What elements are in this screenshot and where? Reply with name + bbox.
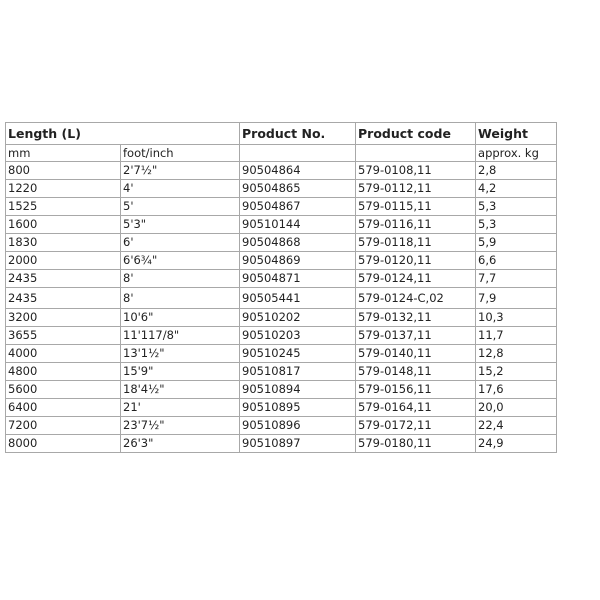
- table-row: [6, 399, 557, 417]
- cell-weight: 7,9: [476, 288, 557, 309]
- cell-product-code: 579-0112,11: [356, 180, 476, 198]
- cell-length-feet: 8': [121, 288, 240, 309]
- unit-weight: approx. kg: [476, 145, 557, 162]
- cell-product-code: 579-0116,11: [356, 216, 476, 234]
- cell-length-feet: 21': [121, 399, 240, 417]
- table-row: [6, 270, 557, 288]
- cell-length-feet: 6': [121, 234, 240, 252]
- cell-length-mm: 3655: [6, 327, 121, 345]
- cell-product-code: 579-0120,11: [356, 252, 476, 270]
- cell-length-feet: 5'3": [121, 216, 240, 234]
- cell-weight: 11,7: [476, 327, 557, 345]
- unit-mm: mm: [6, 145, 121, 162]
- cell-weight: 5,3: [476, 198, 557, 216]
- cell-weight: 15,2: [476, 363, 557, 381]
- cell-product-code: 579-0137,11: [356, 327, 476, 345]
- cell-product-no: 90504869: [240, 252, 356, 270]
- header-row: [6, 123, 557, 145]
- cell-length-mm: 7200: [6, 417, 121, 435]
- cell-product-code: 579-0115,11: [356, 198, 476, 216]
- cell-weight: 7,7: [476, 270, 557, 288]
- cell-length-feet: 8': [121, 270, 240, 288]
- cell-product-code: 579-0124-C,02: [356, 288, 476, 309]
- cell-length-mm: 1525: [6, 198, 121, 216]
- cell-length-mm: 6400: [6, 399, 121, 417]
- cell-length-mm: 8000: [6, 435, 121, 453]
- cell-product-no: 90510203: [240, 327, 356, 345]
- cell-product-no: 90510894: [240, 381, 356, 399]
- cell-product-no: 90504864: [240, 162, 356, 180]
- header-length: Length (L): [6, 123, 240, 145]
- cell-product-no: 90504865: [240, 180, 356, 198]
- cell-product-code: 579-0124,11: [356, 270, 476, 288]
- cell-length-mm: 800: [6, 162, 121, 180]
- cell-weight: 6,6: [476, 252, 557, 270]
- cell-length-mm: 1600: [6, 216, 121, 234]
- cell-product-no: 90510817: [240, 363, 356, 381]
- table-row: [6, 309, 557, 327]
- cell-product-no: 90510202: [240, 309, 356, 327]
- cell-length-mm: 2435: [6, 270, 121, 288]
- unit-empty: [240, 145, 356, 162]
- unit-empty: [356, 145, 476, 162]
- cell-weight: 5,9: [476, 234, 557, 252]
- cell-product-code: 579-0118,11: [356, 234, 476, 252]
- table-row: [6, 216, 557, 234]
- cell-weight: 22,4: [476, 417, 557, 435]
- cell-product-code: 579-0180,11: [356, 435, 476, 453]
- cell-length-mm: 2000: [6, 252, 121, 270]
- cell-length-feet: 5': [121, 198, 240, 216]
- unit-feet-inch: foot/inch: [121, 145, 240, 162]
- table-row: [6, 381, 557, 399]
- cell-length-feet: 11'117/8": [121, 327, 240, 345]
- cell-length-feet: 23'7½": [121, 417, 240, 435]
- cell-length-feet: 2'7½": [121, 162, 240, 180]
- cell-weight: 4,2: [476, 180, 557, 198]
- cell-length-feet: 6'6¾": [121, 252, 240, 270]
- cell-length-feet: 13'1½": [121, 345, 240, 363]
- cell-weight: 20,0: [476, 399, 557, 417]
- spec-table-body: [6, 123, 557, 453]
- units-row: [6, 145, 557, 162]
- header-product-no: Product No.: [240, 123, 356, 145]
- cell-length-feet: 10'6": [121, 309, 240, 327]
- cell-weight: 24,9: [476, 435, 557, 453]
- cell-length-feet: 26'3": [121, 435, 240, 453]
- cell-product-no: 90510895: [240, 399, 356, 417]
- table-row: [6, 162, 557, 180]
- table-row: [6, 198, 557, 216]
- cell-weight: 10,3: [476, 309, 557, 327]
- cell-product-no: 90504868: [240, 234, 356, 252]
- cell-product-no: 90504871: [240, 270, 356, 288]
- cell-length-mm: 5600: [6, 381, 121, 399]
- table-row: [6, 288, 557, 309]
- cell-weight: 5,3: [476, 216, 557, 234]
- header-weight: Weight: [476, 123, 557, 145]
- table-row: [6, 417, 557, 435]
- cell-product-code: 579-0148,11: [356, 363, 476, 381]
- cell-product-no: 90510896: [240, 417, 356, 435]
- cell-weight: 2,8: [476, 162, 557, 180]
- header-product-code: Product code: [356, 123, 476, 145]
- cell-product-code: 579-0156,11: [356, 381, 476, 399]
- cell-length-feet: 4': [121, 180, 240, 198]
- cell-product-code: 579-0132,11: [356, 309, 476, 327]
- cell-weight: 17,6: [476, 381, 557, 399]
- cell-weight: 12,8: [476, 345, 557, 363]
- table-row: [6, 363, 557, 381]
- table-row: [6, 234, 557, 252]
- cell-product-no: 90510245: [240, 345, 356, 363]
- table-row: [6, 252, 557, 270]
- cell-length-mm: 2435: [6, 288, 121, 309]
- spec-table: [5, 122, 557, 453]
- table-row: [6, 345, 557, 363]
- table-row: [6, 327, 557, 345]
- cell-product-no: 90505441: [240, 288, 356, 309]
- cell-product-no: 90504867: [240, 198, 356, 216]
- cell-product-code: 579-0172,11: [356, 417, 476, 435]
- cell-length-mm: 4000: [6, 345, 121, 363]
- cell-product-no: 90510897: [240, 435, 356, 453]
- cell-length-feet: 15'9": [121, 363, 240, 381]
- table-row: [6, 435, 557, 453]
- cell-length-mm: 1830: [6, 234, 121, 252]
- cell-length-feet: 18'4½": [121, 381, 240, 399]
- cell-product-code: 579-0140,11: [356, 345, 476, 363]
- cell-product-no: 90510144: [240, 216, 356, 234]
- cell-product-code: 579-0164,11: [356, 399, 476, 417]
- cell-length-mm: 4800: [6, 363, 121, 381]
- cell-length-mm: 1220: [6, 180, 121, 198]
- cell-length-mm: 3200: [6, 309, 121, 327]
- cell-product-code: 579-0108,11: [356, 162, 476, 180]
- table-row: [6, 180, 557, 198]
